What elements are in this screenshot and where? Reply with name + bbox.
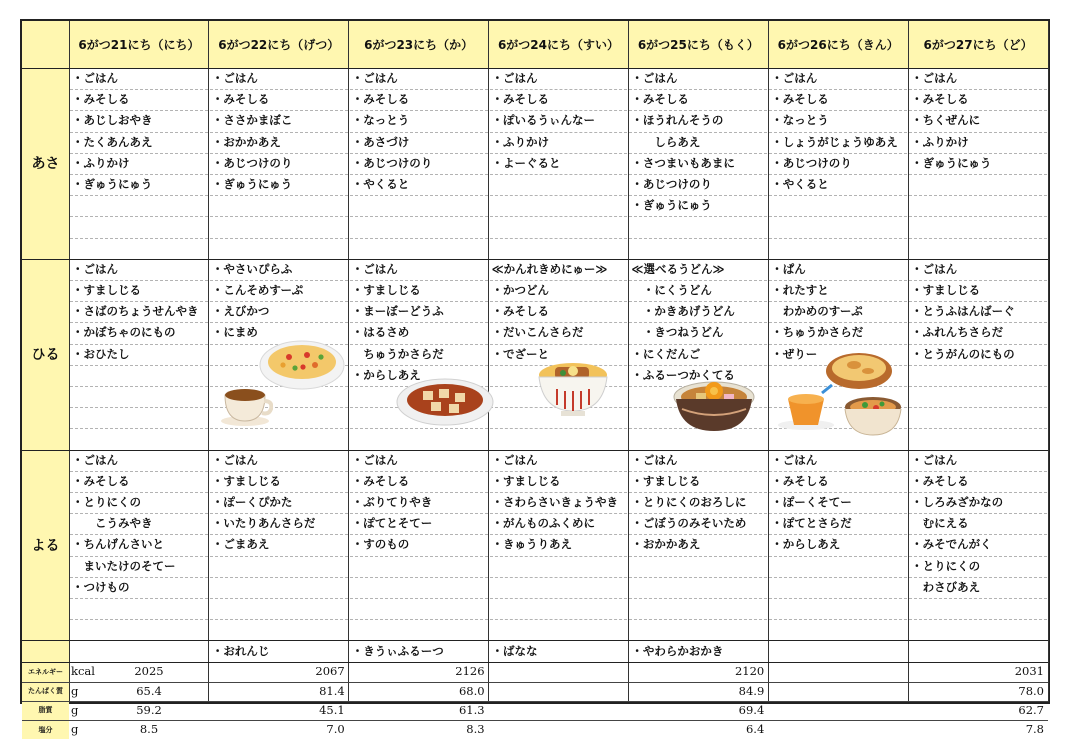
- menu-item: ・ごはん: [771, 71, 818, 85]
- nutrition-value: [489, 682, 625, 701]
- row-guide: [629, 577, 767, 578]
- day-header: 6がつ23にち（か）: [349, 21, 489, 68]
- snack-item: [771, 640, 906, 662]
- row-guide: [70, 386, 208, 387]
- menu-item: ・しろみざかなの: [911, 495, 1004, 509]
- katsudon-bowl-icon: [537, 359, 609, 423]
- row-guide: [70, 365, 208, 366]
- column-divider: [628, 21, 629, 702]
- row-divider: [22, 450, 1048, 451]
- row-guide: [769, 556, 907, 557]
- row-guide: [490, 619, 628, 620]
- menu-item: ・みそしる: [72, 473, 130, 488]
- nutrition-value: 59.2: [136, 702, 162, 717]
- row-divider: [22, 68, 1048, 69]
- snack-label-cell: [22, 640, 69, 662]
- menu-item: ・みそしる: [911, 473, 969, 488]
- menu-item: ・ごはん: [771, 452, 818, 467]
- nutrition-value: 8.5: [139, 722, 159, 736]
- row-divider: [22, 662, 1048, 663]
- menu-item: ・はるさめ: [351, 325, 410, 340]
- row-guide: [629, 238, 767, 239]
- menu-item: ・ごはん: [72, 71, 118, 85]
- menu-item: ・ぎゅうにゅう: [911, 155, 992, 170]
- nutrition-divider: [22, 720, 1048, 721]
- menu-item: ・ごはん: [491, 71, 538, 85]
- column-divider: [1048, 21, 1049, 702]
- menu-item: ・おひたし: [72, 346, 130, 361]
- menu-item: ・ごはん: [351, 71, 398, 85]
- menu-item: ・かきあげうどん: [631, 304, 735, 319]
- menu-item: ・ごはん: [631, 71, 678, 85]
- row-guide: [210, 556, 348, 557]
- menu-item: ・えびかつ: [211, 304, 270, 319]
- nutrition-unit: kcal: [71, 664, 95, 679]
- row-guide: [210, 216, 348, 217]
- menu-item: ・みそしる: [72, 92, 130, 107]
- nutrition-value: 8.3: [466, 722, 485, 736]
- menu-item: ・やくると: [351, 177, 410, 191]
- menu-item: ・ぎゅうにゅう: [631, 198, 712, 213]
- nutrition-divider: [22, 701, 1048, 702]
- meal-label-breakfast: あさ: [22, 68, 69, 259]
- nutrition-unit: g: [71, 722, 79, 736]
- nutrition-value: 81.4: [319, 683, 345, 698]
- menu-item: ・ごぼうのみそいため: [631, 516, 747, 531]
- snack-item: [911, 640, 1046, 662]
- menu-item: ・れたすと: [771, 283, 829, 297]
- menu-item: ・まーぼーどうふ: [351, 304, 444, 319]
- day-header: 6がつ24にち（すい）: [489, 21, 629, 68]
- menu-item: しらあえ: [631, 134, 701, 149]
- menu-item: ・あじつけのり: [211, 155, 293, 170]
- row-divider: [22, 640, 1048, 641]
- menu-item: ・ごはん: [211, 71, 258, 85]
- nutrition-value: 2031: [1014, 664, 1044, 679]
- menu-item: ・ぜりー: [771, 346, 818, 361]
- menu-item: ・ほうれんそうの: [631, 113, 724, 128]
- menu-item: ・ぽいるうぃんなー: [491, 113, 596, 128]
- menu-item: ・ふりかけ: [72, 155, 130, 170]
- menu-item: ・みそしる: [491, 304, 550, 319]
- menu-item: ちゅうかさらだ: [351, 346, 444, 361]
- menu-item: ・さわらさいきょうやき: [491, 495, 619, 509]
- meal-label-dinner: よる: [22, 450, 69, 641]
- row-guide: [629, 556, 767, 557]
- menu-item: こうみやき: [72, 516, 153, 531]
- row-guide: [210, 238, 348, 239]
- menu-item: ・ぱん: [771, 261, 806, 276]
- menu-item: ・かぼちゃのにもの: [72, 325, 176, 340]
- row-guide: [490, 556, 628, 557]
- row-guide: [70, 428, 208, 429]
- row-guide: [909, 428, 1047, 429]
- menu-item: ・ごまあえ: [211, 537, 270, 552]
- row-guide: [70, 407, 208, 408]
- row-guide: [350, 598, 488, 599]
- menu-item: ・こんそめすーぷ: [211, 283, 304, 297]
- menu-item: ・みそしる: [911, 92, 969, 107]
- menu-item: ・ささかまぼこ: [211, 113, 293, 128]
- nutrition-value: 61.3: [458, 702, 485, 717]
- row-guide: [909, 195, 1047, 196]
- row-guide: [70, 619, 208, 620]
- menu-item: ・みそしる: [351, 473, 410, 488]
- menu-item: ・でざーと: [491, 346, 550, 361]
- menu-item: ・ごはん: [72, 452, 118, 467]
- menu-item: ・ごはん: [911, 261, 958, 276]
- menu-item: ・おかかあえ: [631, 537, 701, 552]
- nutrition-label: エネルギー: [22, 662, 69, 681]
- menu-item: ・とりにくの: [72, 495, 141, 509]
- row-guide: [350, 556, 488, 557]
- menu-item: ・ふりかけ: [491, 134, 550, 149]
- nutrition-value: 2025: [134, 664, 164, 679]
- column-divider: [348, 21, 349, 702]
- row-guide: [769, 216, 907, 217]
- row-guide: [909, 619, 1047, 620]
- nutrition-value: [489, 720, 625, 739]
- meal-label-lunch: ひる: [22, 259, 69, 450]
- menu-item: ・にくだんご: [631, 346, 701, 361]
- row-guide: [350, 216, 488, 217]
- nutrition-value: [489, 701, 625, 720]
- menu-item: ・おかかあえ: [211, 134, 281, 149]
- menu-item: ・にまめ: [211, 325, 258, 340]
- nutrition-value: 62.7: [1018, 702, 1044, 717]
- column-divider: [768, 21, 769, 702]
- row-guide: [629, 216, 767, 217]
- snack-item: ・やわらかおかき: [631, 644, 724, 659]
- nutrition-value: 65.4: [136, 683, 162, 698]
- row-guide: [490, 428, 628, 429]
- menu-item: ・さつまいもあまに: [631, 155, 735, 170]
- row-guide: [490, 577, 628, 578]
- column-divider: [69, 21, 70, 702]
- row-guide: [70, 238, 208, 239]
- row-guide: [70, 216, 208, 217]
- nutrition-value: [489, 662, 625, 681]
- menu-item: むにえる: [911, 516, 969, 531]
- nutrition-value: [768, 682, 904, 701]
- menu-item: わかめのすーぷ: [771, 304, 863, 319]
- menu-item: ・とりにくの: [911, 558, 981, 573]
- menu-item: ・ふるーつかくてる: [631, 367, 735, 382]
- snack-item: ・ばなな: [491, 644, 538, 659]
- gratin-plate-icon: [824, 349, 894, 395]
- menu-item: わさびあえ: [911, 579, 981, 594]
- menu-item: ・ふりかけ: [911, 134, 969, 149]
- menu-item: ≪選べるうどん≫: [631, 261, 725, 276]
- column-divider: [908, 21, 909, 702]
- weekly-menu-table: [20, 19, 1050, 736]
- row-guide: [490, 598, 628, 599]
- row-guide: [350, 238, 488, 239]
- nutrition-value: 6.4: [745, 722, 765, 736]
- row-guide: [909, 216, 1047, 217]
- menu-item: ・あじつけのり: [631, 177, 712, 191]
- day-header: 6がつ27にち（ど）: [908, 21, 1048, 68]
- menu-item: ・みそしる: [351, 92, 410, 107]
- menu-item: ・すのもの: [351, 537, 410, 552]
- snack-item: ・きうぃふるーつ: [351, 644, 444, 659]
- menu-item: ・ぽーくそてー: [771, 495, 852, 509]
- menu-item: ・ごはん: [491, 452, 538, 467]
- menu-item: ・だいこんさらだ: [491, 325, 584, 340]
- nutrition-value: 84.9: [738, 683, 765, 698]
- nutrition-value: 45.1: [319, 702, 345, 717]
- menu-item: ・がんものふくめに: [491, 516, 596, 531]
- row-guide: [629, 619, 767, 620]
- menu-item: ・みそでんがく: [911, 537, 992, 552]
- row-guide: [909, 407, 1047, 408]
- day-header: 6がつ22にち（げつ）: [209, 21, 349, 68]
- row-guide: [769, 577, 907, 578]
- nutrition-divider: [22, 682, 1048, 683]
- nutrition-unit: g: [71, 702, 79, 717]
- mapo-tofu-plate-icon: [395, 375, 495, 431]
- menu-item: ・すましじる: [211, 473, 281, 488]
- header-corner-cell: [22, 21, 69, 68]
- nutrition-value: 69.4: [738, 702, 765, 717]
- nutrition-value: 2126: [455, 664, 485, 679]
- row-guide: [350, 577, 488, 578]
- menu-item: ・ぽてとさらだ: [771, 516, 852, 531]
- menu-item: ・とうふはんばーぐ: [911, 304, 1015, 319]
- menu-item: ・みそしる: [771, 473, 829, 488]
- nutrition-value: 7.0: [326, 722, 345, 736]
- menu-item: ・とりにくのおろしに: [631, 495, 747, 509]
- row-guide: [909, 598, 1047, 599]
- menu-item: ・たくあんあえ: [72, 134, 153, 149]
- day-header: 6がつ25にち（もく）: [628, 21, 768, 68]
- menu-item: ・からしあえ: [351, 367, 421, 382]
- row-guide: [490, 195, 628, 196]
- menu-item: ・なっとう: [771, 113, 829, 128]
- menu-item: ・やさいぴらふ: [211, 261, 293, 276]
- menu-item: ・あさづけ: [351, 134, 410, 149]
- menu-item: ・しょうがじょうゆあえ: [771, 134, 898, 149]
- menu-item: ・つけもの: [72, 579, 130, 594]
- menu-item: ・すましじる: [491, 473, 561, 488]
- row-guide: [909, 238, 1047, 239]
- menu-item: ・ごはん: [351, 452, 398, 467]
- menu-item: ・ぎゅうにゅう: [211, 177, 293, 191]
- row-guide: [909, 174, 1047, 175]
- row-guide: [70, 195, 208, 196]
- menu-item: ・ぶりてりやき: [351, 495, 433, 509]
- row-guide: [909, 365, 1047, 366]
- row-guide: [350, 195, 488, 196]
- column-divider: [208, 21, 209, 702]
- row-guide: [490, 238, 628, 239]
- menu-item: ・ごはん: [911, 452, 958, 467]
- menu-item: ・あじしおやき: [72, 113, 153, 128]
- menu-item: ・あじつけのり: [351, 155, 433, 170]
- row-guide: [490, 174, 628, 175]
- nutrition-value: 68.0: [458, 683, 485, 698]
- menu-item: ・すましじる: [351, 283, 421, 297]
- menu-item: ・なっとう: [351, 113, 410, 128]
- menu-item: ・みそしる: [771, 92, 829, 107]
- row-guide: [210, 598, 348, 599]
- snack-item: ・おれんじ: [211, 644, 270, 659]
- menu-item: ・ちんげんさいと: [72, 537, 164, 552]
- row-divider: [22, 259, 1048, 260]
- row-guide: [769, 619, 907, 620]
- nutrition-value: [768, 662, 904, 681]
- menu-item: ・かつどん: [491, 283, 550, 297]
- row-guide: [769, 238, 907, 239]
- menu-item: ・やくると: [771, 177, 829, 191]
- menu-item: ・ごはん: [211, 452, 258, 467]
- menu-item: ・みそしる: [491, 92, 550, 107]
- day-header: 6がつ21にち（にち）: [69, 21, 209, 68]
- menu-item: ≪かんれきめにゅー≫: [491, 261, 608, 276]
- nutrition-value: [768, 720, 904, 739]
- menu-item: まいたけのそてー: [72, 558, 176, 573]
- menu-item: ・きゅうりあえ: [491, 537, 573, 552]
- nutrition-value: [768, 701, 904, 720]
- menu-item: ・ぎゅうにゅう: [72, 177, 153, 191]
- soup-bowl-icon: [842, 393, 904, 443]
- menu-item: ・あじつけのり: [771, 155, 852, 170]
- menu-item: ・ふれんちさらだ: [911, 325, 1004, 340]
- nutrition-value: 2120: [734, 664, 765, 679]
- snack-item: [72, 640, 207, 662]
- menu-item: ・さばのちょうせんやき: [72, 304, 199, 319]
- row-guide: [210, 577, 348, 578]
- row-guide: [210, 195, 348, 196]
- day-header: 6がつ26にち（きん）: [768, 21, 908, 68]
- menu-item: ・ちゅうかさらだ: [771, 325, 864, 340]
- menu-item: ・ぽてとそてー: [351, 516, 433, 531]
- menu-item: ・きつねうどん: [631, 325, 724, 340]
- menu-item: ・とうがんのにもの: [911, 346, 1015, 361]
- row-guide: [769, 598, 907, 599]
- row-guide: [490, 216, 628, 217]
- udon-bowl-icon: [672, 377, 756, 441]
- nutrition-label: 脂質: [22, 701, 69, 720]
- menu-item: ・にくうどん: [631, 283, 712, 297]
- menu-item: ・すましじる: [911, 283, 981, 297]
- nutrition-unit: g: [71, 683, 79, 698]
- row-guide: [769, 195, 907, 196]
- row-guide: [70, 598, 208, 599]
- nutrition-value: 7.8: [1025, 722, 1044, 736]
- row-guide: [909, 386, 1047, 387]
- row-guide: [210, 619, 348, 620]
- menu-item: ・ごはん: [911, 71, 958, 85]
- menu-item: ・からしあえ: [771, 537, 841, 552]
- menu-item: ・すましじる: [72, 283, 141, 297]
- menu-item: ・ごはん: [72, 261, 118, 276]
- menu-item: ・ごはん: [631, 452, 678, 467]
- menu-item: ・ぽーくぴかた: [211, 495, 293, 509]
- pilaf-plate-icon: [259, 335, 345, 395]
- menu-item: ・いたりあんさらだ: [211, 516, 316, 531]
- menu-item: ・ごはん: [351, 261, 398, 276]
- nutrition-value: 2067: [315, 664, 345, 679]
- menu-item: ・すましじる: [631, 473, 701, 488]
- menu-item: ・ちくぜんに: [911, 113, 981, 128]
- column-divider: [488, 21, 489, 702]
- row-guide: [629, 598, 767, 599]
- nutrition-value: 78.0: [1018, 683, 1044, 698]
- nutrition-label: 塩分: [22, 720, 69, 739]
- menu-item: ・みそしる: [631, 92, 689, 107]
- row-guide: [350, 619, 488, 620]
- menu-item: ・よーぐると: [491, 155, 561, 170]
- menu-item: ・みそしる: [211, 92, 270, 107]
- nutrition-label: たんぱく質: [22, 682, 69, 701]
